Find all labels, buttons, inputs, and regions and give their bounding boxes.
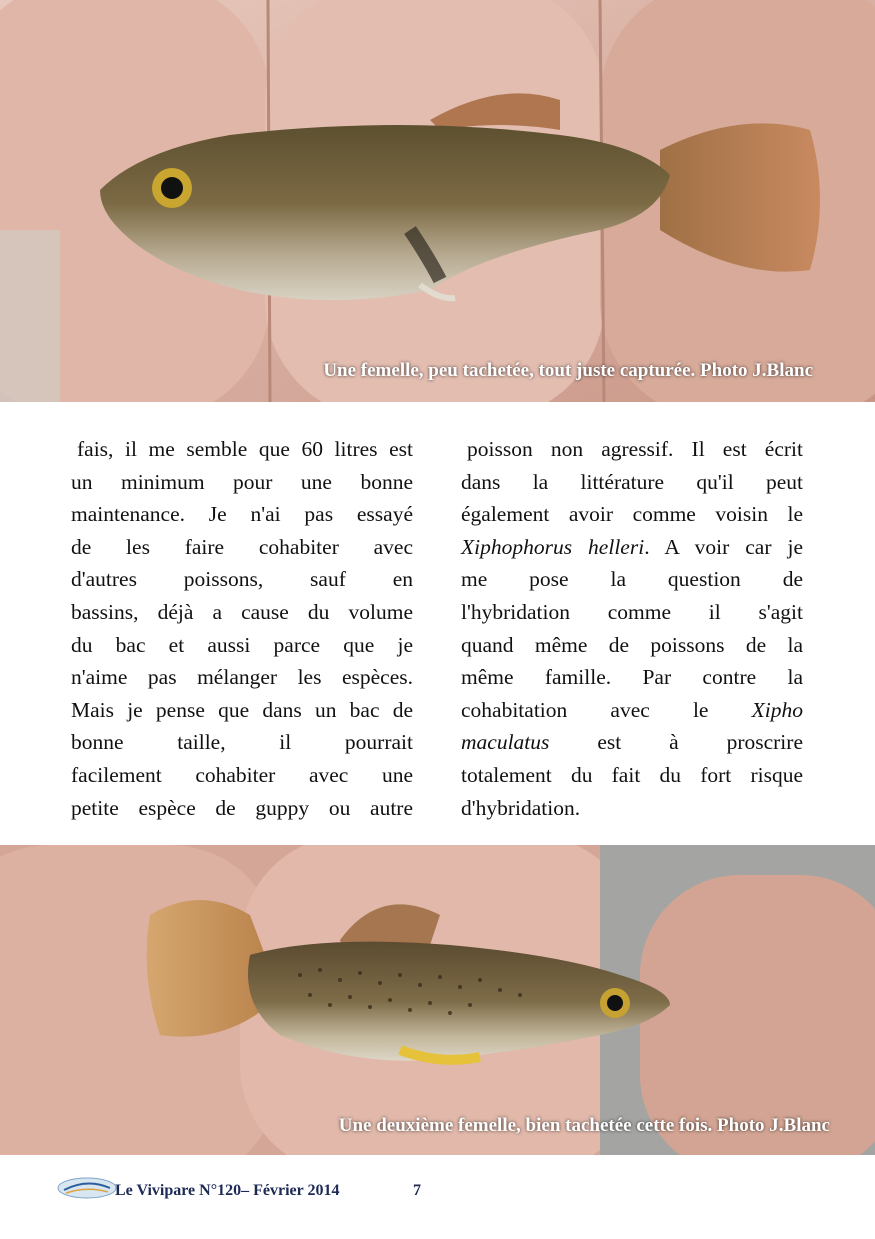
article-line: n'aime pas mélanger les espèces. <box>71 665 413 690</box>
article-text: . A voir car je <box>644 534 803 559</box>
article-line: d'autres poissons, sauf en <box>71 567 413 592</box>
species-name: maculatus <box>461 730 550 755</box>
fish-photo-bottom-image <box>0 845 875 1155</box>
article-line: me pose la question de <box>461 567 803 592</box>
article-line: l'hybridation comme il s'agit <box>461 599 803 624</box>
article-line: fais, il me semble que 60 litres est <box>77 437 413 461</box>
article-line: Mais je pense que dans un bac de <box>71 697 413 722</box>
article-line: maintenance. Je n'ai pas essayé <box>71 502 413 527</box>
photo-caption-top: Une femelle, peu tachetée, tout juste capturée. Photo J.Blanc <box>323 360 813 381</box>
photo-female-well-spotted <box>0 845 875 1155</box>
page-number: 7 <box>413 1182 421 1199</box>
article-line: petite espèce de guppy ou autre <box>71 795 413 820</box>
page-footer <box>0 1176 875 1216</box>
article-line: du bac et aussi parce que je <box>71 632 413 657</box>
article-line: poisson non agressif. Il est écrit <box>467 437 803 461</box>
article-line: d'hybridation. <box>461 795 581 820</box>
article-line: bonne taille, il pourrait <box>71 730 413 755</box>
article-left-column <box>71 433 413 824</box>
article-line: dans la littérature qu'il peut <box>461 469 803 494</box>
article-line: quand même de poissons de la <box>461 632 803 657</box>
article-line: de les faire cohabiter avec <box>71 534 413 559</box>
article-text: est à proscrire <box>549 730 803 755</box>
article-text: cohabitation avec le <box>461 697 752 722</box>
article-line <box>461 694 803 727</box>
article-line <box>461 531 803 564</box>
article-line: bassins, déjà a cause du volume <box>71 599 413 624</box>
article-line: totalement du fait du fort risque <box>461 762 803 787</box>
publication-title: Le Vivipare N°120– Février 2014 <box>115 1182 340 1199</box>
association-logo <box>56 1176 118 1200</box>
article-line: même famille. Par contre la <box>461 665 803 690</box>
photo-female-lightly-spotted <box>0 0 875 402</box>
article-line <box>461 726 803 759</box>
species-name: Xiphophorus helleri <box>461 534 645 559</box>
article-line: facilement cohabiter avec une <box>71 762 413 787</box>
article-right-column <box>461 433 803 824</box>
article-line: un minimum pour une bonne <box>71 469 413 494</box>
species-name: Xipho <box>751 697 803 722</box>
fish-photo-top-image <box>0 0 875 402</box>
article-line: également avoir comme voisin le <box>461 502 803 527</box>
photo-caption-bottom: Une deuxième femelle, bien tachetée cette fois. Photo J.Blanc <box>338 1115 830 1136</box>
